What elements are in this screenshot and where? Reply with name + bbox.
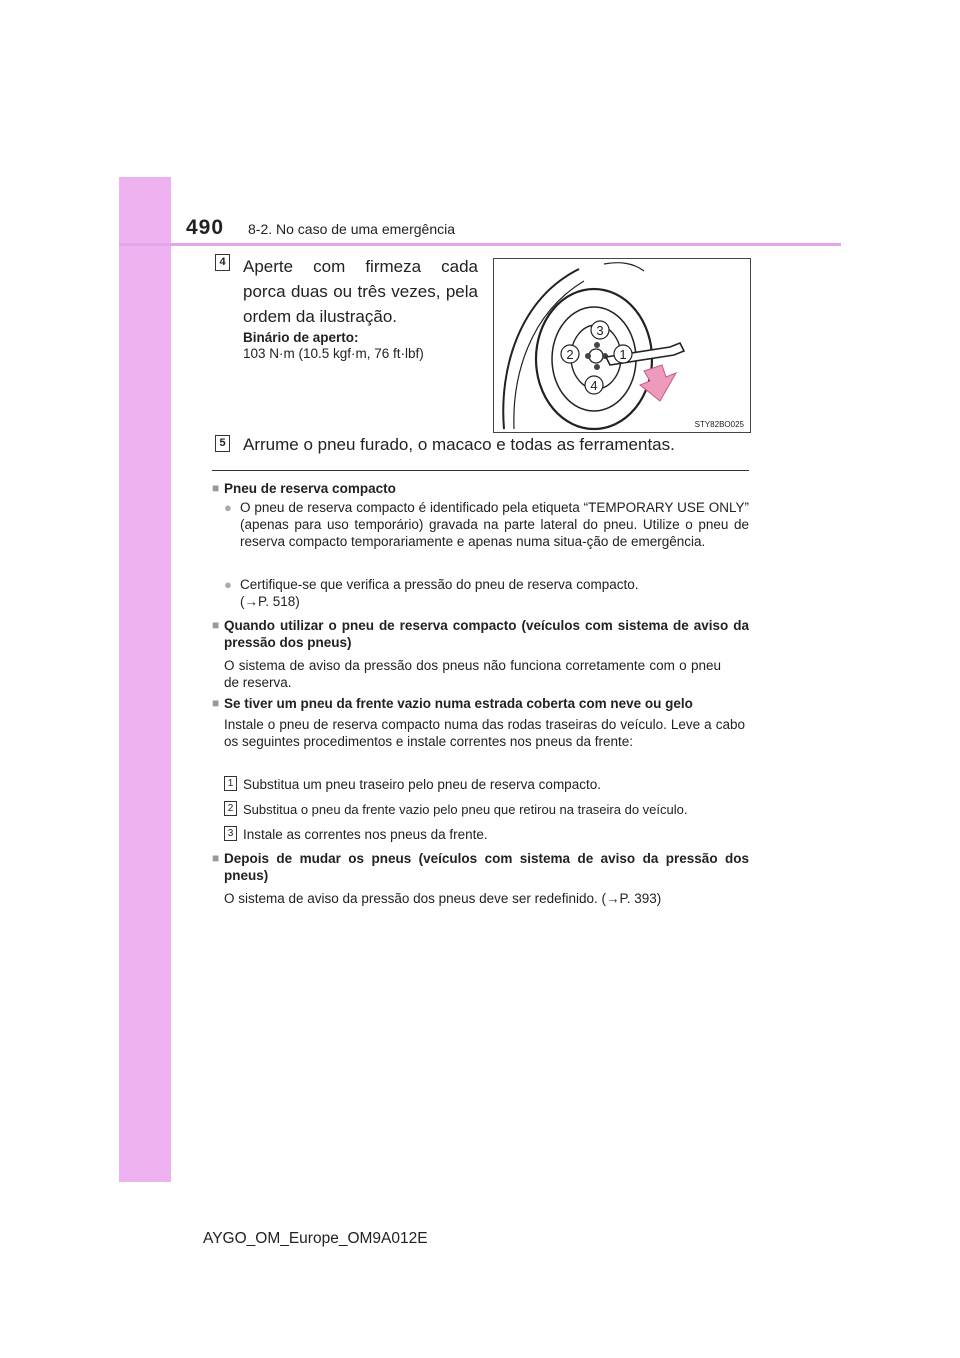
torque-value: 103 N·m (10.5 kgf·m, 76 ft·lbf) bbox=[243, 346, 424, 361]
arrow-icon bbox=[640, 365, 676, 401]
section-marker: ■ bbox=[212, 696, 220, 710]
step-number-4: 4 bbox=[215, 254, 230, 271]
page-number: 490 bbox=[186, 216, 225, 239]
step-4-text: Aperte com firmeza cada porca duas ou três vezes, pela ordem da ilustração. bbox=[243, 257, 478, 326]
page-reference-518[interactable]: (→P. 518) bbox=[240, 594, 300, 609]
sub-step-number-3: 3 bbox=[224, 826, 237, 841]
snow-flat-text: Instale o pneu de reserva compacto numa das rodas traseiras do veículo. Leve a cabo os seguintes procedimentos e instale correntes nos pneus da frente: bbox=[224, 717, 745, 749]
label-1: 1 bbox=[619, 347, 627, 362]
step-5-text: Arrume o pneu furado, o macaco e todas as ferramentas. bbox=[243, 435, 675, 454]
sub-step-2-text: Substitua o pneu da frente vazio pelo pneu que retirou na traseira do veículo. bbox=[243, 802, 688, 817]
label-4: 4 bbox=[590, 378, 598, 393]
label-2: 2 bbox=[566, 347, 574, 362]
lug-nut bbox=[594, 364, 600, 370]
sub-step-number-2: 2 bbox=[224, 801, 237, 816]
lug-nut bbox=[585, 353, 591, 359]
tpws-spare-title: Quando utilizar o pneu de reserva compacto (veículos com sistema de aviso da pressão dos pneus) bbox=[224, 618, 749, 650]
after-change-title: Depois de mudar os pneus (veículos com sistema de aviso da pressão dos pneus) bbox=[224, 851, 749, 883]
lug-nut bbox=[594, 342, 600, 348]
illustration-code: STY82BO025 bbox=[694, 420, 744, 429]
sidebar-tab bbox=[119, 177, 171, 1182]
wheel-hub bbox=[589, 349, 603, 363]
after-change-text: O sistema de aviso da pressão dos pneus deve ser redefinido. (→P. 393) bbox=[224, 891, 662, 906]
document-code: AYGO_OM_Europe_OM9A012E bbox=[203, 1230, 428, 1247]
wheel-nut-illustration bbox=[493, 258, 751, 433]
step-number-5: 5 bbox=[215, 435, 230, 452]
torque-label: Binário de aperto: bbox=[243, 330, 359, 345]
sub-step-number-1: 1 bbox=[224, 776, 237, 791]
label-3: 3 bbox=[596, 323, 604, 338]
divider bbox=[212, 470, 749, 471]
wheel-drawing bbox=[494, 259, 750, 432]
header-rule bbox=[119, 243, 841, 246]
section-marker: ■ bbox=[212, 481, 220, 495]
bullet: ● bbox=[224, 577, 232, 592]
tpws-spare-text: O sistema de aviso da pressão dos pneus não funciona corretamente com o pneu de reserva. bbox=[224, 658, 721, 690]
section-title: 8-2. No caso de uma emergência bbox=[248, 221, 455, 237]
bullet: ● bbox=[224, 500, 232, 515]
compact-spare-bullet-2: Certifique-se que verifica a pressão do pneu de reserva compacto. bbox=[240, 577, 639, 592]
compact-spare-title: Pneu de reserva compacto bbox=[224, 481, 396, 496]
section-marker: ■ bbox=[212, 618, 220, 632]
sub-step-1-text: Substitua um pneu traseiro pelo pneu de reserva compacto. bbox=[243, 777, 601, 792]
section-marker: ■ bbox=[212, 851, 220, 865]
compact-spare-bullet-1: O pneu de reserva compacto é identificado pela etiqueta “TEMPORARY USE ONLY” (apenas para uso temporário) gravada na parte lateral do pneu. Utilize o pneu de reserva compacto temporariamente e apenas numa situa-ção de emergência. bbox=[240, 500, 749, 549]
sub-step-3-text: Instale as correntes nos pneus da frente. bbox=[243, 827, 488, 842]
snow-flat-title: Se tiver um pneu da frente vazio numa estrada coberta com neve ou gelo bbox=[224, 696, 693, 711]
